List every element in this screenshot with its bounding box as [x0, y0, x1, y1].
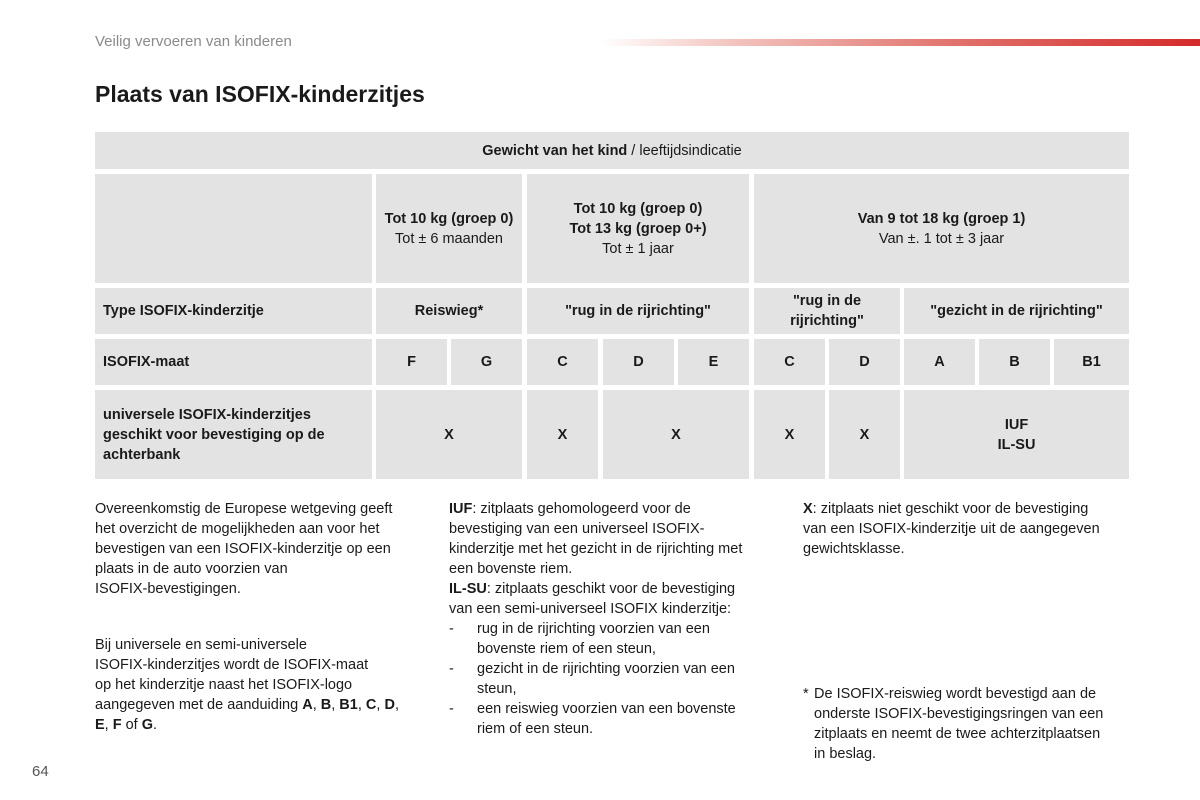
- size-explanation-line-5: E, F of G.: [95, 717, 158, 733]
- universal-iuf: IUF: [1004, 416, 1029, 433]
- weight-group-1-line-1: Van 9 tot 18 kg (groep 1): [857, 210, 1026, 227]
- x-key: X: [803, 501, 813, 517]
- iuf-key: IUF: [449, 501, 473, 517]
- size-g: G: [451, 339, 522, 385]
- x-legend: [803, 499, 1143, 559]
- page-title: Plaats van ISOFIX-kinderzitjes: [95, 81, 425, 107]
- weight-group-0-line-1: Tot 10 kg (groep 0): [384, 210, 514, 227]
- weight-group-0-line-2: Tot ± 6 maanden: [395, 230, 503, 247]
- page-number: 64: [32, 763, 49, 780]
- table-top-header: [95, 132, 1129, 169]
- size-d-group0: D: [603, 339, 674, 385]
- type-rug-group1-line-1: "rug in de: [792, 293, 862, 309]
- legend-column: [449, 499, 779, 739]
- weight-group-0plus: [527, 174, 749, 283]
- iuf-line-4: een bovenste riem.: [449, 561, 573, 577]
- type-row-label: Type ISOFIX-kinderzitje: [95, 288, 372, 334]
- universal-ilsu: IL-SU: [997, 436, 1036, 453]
- size-a: A: [904, 339, 975, 385]
- intro-line-4: plaats in de auto voorzien van: [95, 561, 288, 577]
- bullet-item: - gezicht in de rijrichting voorzien van een steun,: [449, 661, 735, 697]
- universal-group0-de-x: X: [603, 390, 749, 479]
- type-rug-group1: [754, 288, 900, 334]
- intro-line-2: het overzicht de mogelijkheden aan voor het: [95, 521, 380, 537]
- x-line-2: van een ISOFIX-kinderzitje uit de aangegeven: [803, 521, 1100, 537]
- intro-line-1: Overeenkomstig de Europese wetgeving geeft: [95, 501, 393, 517]
- size-f: F: [376, 339, 447, 385]
- intro-line-5: ISOFIX-bevestigingen.: [95, 581, 241, 597]
- size-e: E: [678, 339, 749, 385]
- universal-group1-d-x: X: [829, 390, 900, 479]
- section-header: Veilig vervoeren van kinderen: [95, 33, 292, 50]
- iuf-line-1: IUF: zitplaats gehomologeerd voor de: [449, 501, 691, 517]
- universal-reiswieg-x: X: [376, 390, 522, 479]
- size-c-group0: C: [527, 339, 598, 385]
- size-c-group1: C: [754, 339, 825, 385]
- header-gradient-bar: [600, 39, 1200, 46]
- size-explanation: [95, 635, 435, 735]
- bullet-item: - rug in de rijrichting voorzien van een bovenste riem of een steun,: [449, 621, 710, 657]
- universal-row-label-line-2: geschikt voor bevestiging op de: [103, 426, 325, 443]
- footnote-line-2: onderste ISOFIX-bevestigingsringen van een: [814, 706, 1104, 722]
- ilsu-line-2: van een semi-universeel ISOFIX kinderzitje:: [449, 601, 732, 617]
- universal-group1-front: [904, 390, 1129, 479]
- footnote-star: *: [803, 686, 809, 702]
- footnote: [803, 684, 1143, 764]
- type-gezicht: "gezicht in de rijrichting": [904, 288, 1129, 334]
- bullet-dash: -: [449, 701, 454, 717]
- weight-group-0plus-line-3: Tot ± 1 jaar: [602, 240, 674, 257]
- universal-group0-c-x: X: [527, 390, 598, 479]
- iuf-line-2: bevestiging van een universeel ISOFIX-: [449, 521, 705, 537]
- size-b: B: [979, 339, 1050, 385]
- size-explanation-line-1: Bij universele en semi-universele: [95, 637, 307, 653]
- bullet-dash: -: [449, 661, 454, 677]
- weight-group-0plus-line-2: Tot 13 kg (groep 0+): [569, 220, 707, 237]
- weight-group-1-line-2: Van ±. 1 tot ± 3 jaar: [878, 230, 1005, 247]
- universal-row-label-line-3: achterbank: [103, 446, 181, 463]
- size-b1: B1: [1054, 339, 1129, 385]
- type-rug-group1-line-2: rijrichting": [790, 313, 864, 329]
- universal-group1-c-x: X: [754, 390, 825, 479]
- weight-group-1: [754, 174, 1129, 283]
- size-explanation-line-4: aangegeven met de aanduiding A, B, B1, C, D,: [95, 697, 399, 713]
- footnote-line-4: in beslag.: [814, 746, 877, 762]
- iuf-line-3: kinderzitje met het gezicht in de rijrichting met: [449, 541, 743, 557]
- ilsu-key: IL-SU: [449, 581, 487, 597]
- footnote-line-3: zitplaats en neemt de twee achterzitplaatsen: [814, 726, 1101, 742]
- size-explanation-line-3: op het kinderzitje naast het ISOFIX-logo: [95, 677, 353, 693]
- footnote-line-1: De ISOFIX-reiswieg wordt bevestigd aan de: [814, 686, 1097, 702]
- ilsu-line-1: IL-SU: zitplaats geschikt voor de bevestiging: [449, 581, 736, 597]
- bullet-item: - een reiswieg voorzien van een bovenste riem of een steun.: [449, 701, 736, 737]
- universal-row-label: [95, 390, 372, 479]
- table-corner-cell: [95, 174, 372, 283]
- weight-group-0plus-line-1: Tot 10 kg (groep 0): [573, 200, 703, 217]
- type-rug-group0: "rug in de rijrichting": [527, 288, 749, 334]
- table-top-header-bold: Gewicht van het kind: [482, 142, 628, 159]
- table-top-header-rest: / leeftijdsindicatie: [627, 142, 742, 159]
- type-reiswieg: Reiswieg*: [376, 288, 522, 334]
- size-d-group1: D: [829, 339, 900, 385]
- intro-line-3: bevestigen van een ISOFIX-kinderzitje op een: [95, 541, 391, 557]
- intro-column: [95, 499, 435, 599]
- universal-row-label-line-1: universele ISOFIX-kinderzitjes: [103, 406, 311, 423]
- x-line-3: gewichtsklasse.: [803, 541, 905, 557]
- bullet-dash: -: [449, 621, 454, 637]
- weight-group-0: [376, 174, 522, 283]
- x-line-1: X: zitplaats niet geschikt voor de bevestiging: [803, 501, 1089, 517]
- size-explanation-line-2: ISOFIX-kinderzitjes wordt de ISOFIX-maat: [95, 657, 369, 673]
- size-row-label: ISOFIX-maat: [95, 339, 372, 385]
